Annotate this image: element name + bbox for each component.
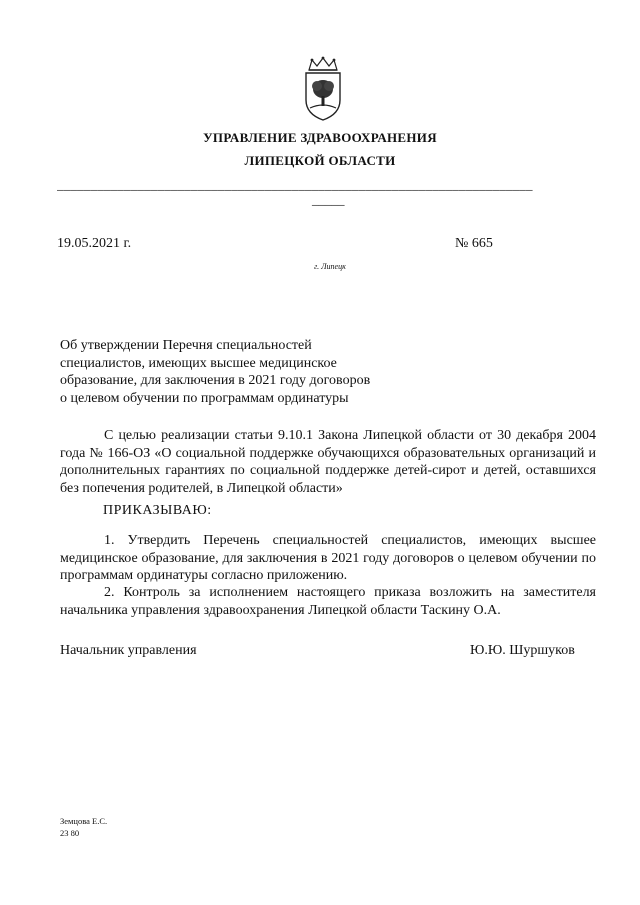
executor-name: Земцова Е.С. — [60, 816, 108, 826]
signer-position: Начальник управления — [60, 643, 197, 658]
order-number: № 665 — [455, 236, 493, 251]
order-item-2: 2. Контроль за исполнением настоящего приказа возложить на заместителя начальника управления здравоохранения Липецкой области Таскину О.А. — [60, 585, 596, 618]
city-label: г. Липецк — [314, 262, 346, 271]
order-item-1: 1. Утвердить Перечень специальностей специалистов, имеющих высшее медицинское образование, для заключения в 2021 году договоров о целевом обучении по программам ординатуры согласно приложению. — [60, 533, 596, 583]
executor-phone: 23 80 — [60, 828, 80, 838]
order-word: ПРИКАЗЫВАЮ: — [103, 503, 212, 518]
coat-of-arms-icon — [296, 56, 350, 122]
executor-block — [60, 815, 107, 839]
order-subject: Об утверждении Перечня специальностей специалистов, имеющих высшее медицинское образование, для заключения в 2021 году договоров о целевом обучении по программам ординатуры — [60, 338, 371, 406]
order-date: 19.05.2021 г. — [57, 236, 132, 251]
separator-line-tail: _____ — [312, 192, 345, 207]
preamble-paragraph: С целью реализации статьи 9.10.1 Закона Липецкой области от 30 декабря 2004 года № 166-ОЗ «О социальной поддержке обучающихся образовательных организаций и дополнительных гарантиях по социальной поддержке детей-сирот и детей, оставшихся без попечения родителей, в Липецкой области» — [60, 428, 596, 496]
org-name-line1: УПРАВЛЕНИЕ ЗДРАВООХРАНЕНИЯ — [203, 130, 437, 145]
signer-name: Ю.Ю. Шуршуков — [470, 643, 575, 658]
org-name-line2: ЛИПЕЦКОЙ ОБЛАСТИ — [244, 153, 396, 168]
separator-line: _______________________________________________________________________ — [57, 178, 533, 191]
